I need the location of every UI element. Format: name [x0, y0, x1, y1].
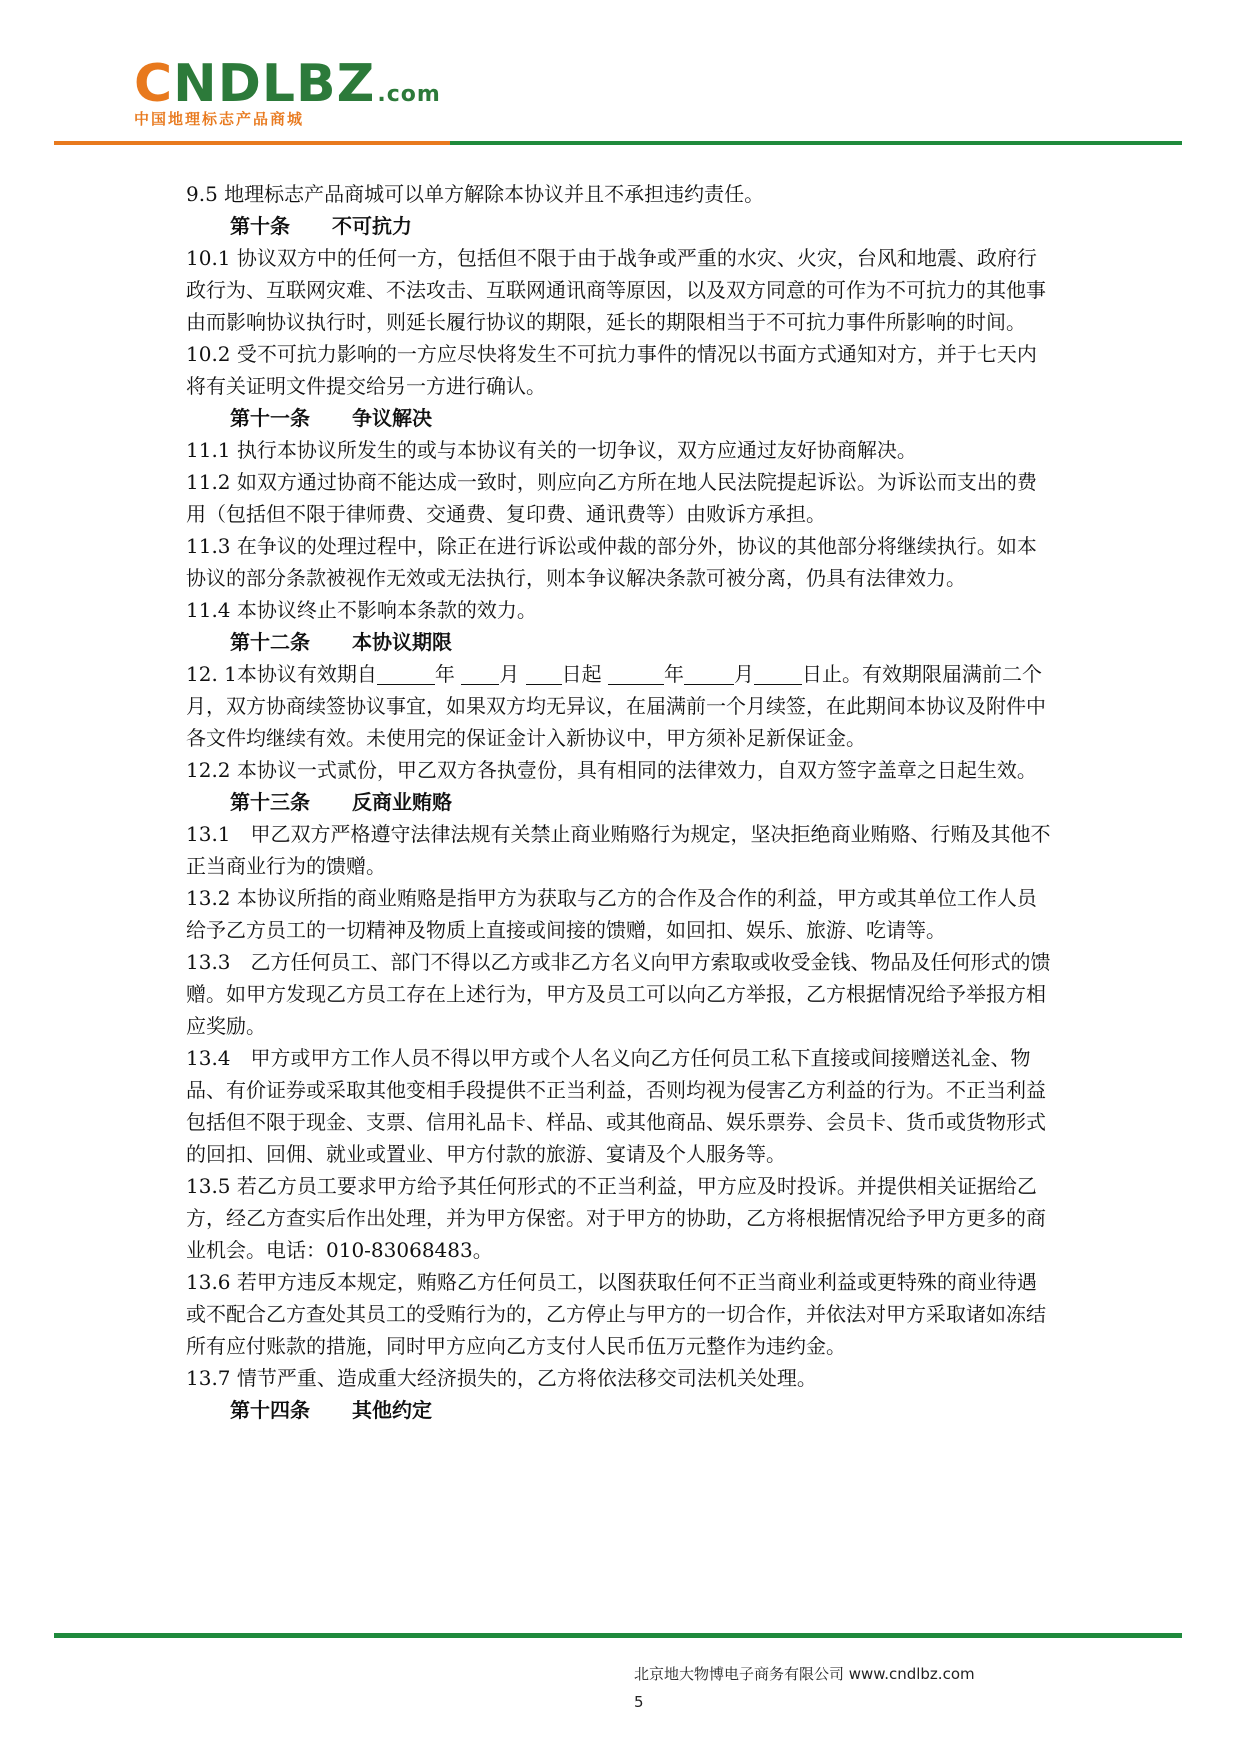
- clause-10-1: 10.1 协议双方中的任何一方，包括但不限于由于战争或严重的水灾、火灾，台风和地震、政府行政行为、互联网灾难、不法攻击、互联网通讯商等原因，以及双方同意的可作为不可抗力的其他事由而影响协议执行时，则延长履行协议的期限，延长的期限相当于不可抗力事件所影响的时间。: [186, 246, 1046, 334]
- clause-9-5: 9.5 地理标志产品商城可以单方解除本协议并且不承担违约责任。: [186, 182, 765, 206]
- clause-13-5: 13.5 若乙方员工要求甲方给予其任何形式的不正当利益，甲方应及时投诉。并提供相关证据给乙方，经乙方查实后作出处理，并为甲方保密。对于甲方的协助，乙方将根据情况给予甲方更多的商业机会。电话：010-83068483。: [186, 1174, 1046, 1262]
- page-number: 5: [634, 1693, 644, 1711]
- blank-day-start[interactable]: [526, 662, 562, 685]
- article-12-heading: 第十二条 本协议期限: [230, 630, 452, 654]
- header-divider-orange: [54, 141, 450, 145]
- clause-11-1: 11.1 执行本协议所发生的或与本协议有关的一切争议，双方应通过友好协商解决。: [186, 438, 917, 462]
- footer-divider: [54, 1633, 1182, 1638]
- clause-13-6: 13.6 若甲方违反本规定，贿赂乙方任何员工，以图获取任何不正当商业利益或更特殊的商业待遇或不配合乙方查处其员工的受贿行为的，乙方停止与甲方的一切合作，并依法对甲方采取诸如冻结所有应付账款的措施，同时甲方应向乙方支付人民币伍万元整作为违约金。: [186, 1270, 1046, 1358]
- blank-month-end[interactable]: [684, 662, 734, 685]
- clause-10-2: 10.2 受不可抗力影响的一方应尽快将发生不可抗力事件的情况以书面方式通知对方，并于七天内将有关证明文件提交给另一方进行确认。: [186, 342, 1037, 398]
- site-logo: [134, 54, 441, 130]
- clause-13-1: 13.1 甲乙双方严格遵守法律法规有关禁止商业贿赂行为规定，坚决拒绝商业贿赂、行贿及其他不正当商业行为的馈赠。: [186, 822, 1051, 878]
- article-14-heading: 第十四条 其他约定: [230, 1398, 432, 1422]
- article-11-heading: 第十一条 争议解决: [230, 406, 432, 430]
- logo-wordmark: CNDLBZ.com: [134, 54, 441, 114]
- blank-day-end[interactable]: [754, 662, 802, 685]
- clause-11-2: 11.2 如双方通过协商不能达成一致时，则应向乙方所在地人民法院提起诉讼。为诉讼而支出的费用（包括但不限于律师费、交通费、复印费、通讯费等）由败诉方承担。: [186, 470, 1037, 526]
- header-divider: [54, 141, 1182, 145]
- footer-company: 北京地大物博电子商务有限公司 www.cndlbz.com: [634, 1665, 975, 1683]
- article-13-heading: 第十三条 反商业贿赂: [230, 790, 452, 814]
- clause-13-3: 13.3 乙方任何员工、部门不得以乙方或非乙方名义向甲方索取或收受金钱、物品及任何形式的馈赠。如甲方发现乙方员工存在上述行为，甲方及员工可以向乙方举报，乙方根据情况给予举报方相应奖励。: [186, 950, 1051, 1038]
- clause-11-4: 11.4 本协议终止不影响本条款的效力。: [186, 598, 537, 622]
- logo-subtitle: 中国地理标志产品商城: [134, 110, 305, 128]
- clause-12-2: 12.2 本协议一式贰份，甲乙双方各执壹份，具有相同的法律效力，自双方签字盖章之日起生效。: [186, 758, 1037, 782]
- blank-year-end[interactable]: [608, 662, 664, 685]
- clause-11-3: 11.3 在争议的处理过程中，除正在进行诉讼或仲裁的部分外，协议的其他部分将继续执行。如本协议的部分条款被视作无效或无法执行，则本争议解决条款可被分离，仍具有法律效力。: [186, 534, 1037, 590]
- clause-13-4: 13.4 甲方或甲方工作人员不得以甲方或个人名义向乙方任何员工私下直接或间接赠送礼金、物品、有价证券或采取其他变相手段提供不正当利益，否则均视为侵害乙方利益的行为。不正当利益包括但不限于现金、支票、信用礼品卡、样品、或其他商品、娱乐票券、会员卡、货币或货物形式的回扣、回佣、就业或置业、甲方付款的旅游、宴请及个人服务等。: [186, 1046, 1046, 1166]
- clause-13-7: 13.7 情节严重、造成重大经济损失的，乙方将依法移交司法机关处理。: [186, 1366, 817, 1390]
- blank-year-start[interactable]: [377, 662, 435, 685]
- clause-13-2: 13.2 本协议所指的商业贿赂是指甲方为获取与乙方的合作及合作的利益，甲方或其单位工作人员给予乙方员工的一切精神及物质上直接或间接的馈赠，如回扣、娱乐、旅游、吃请等。: [186, 886, 1037, 942]
- blank-month-start[interactable]: [461, 662, 499, 685]
- article-10-heading: 第十条 不可抗力: [230, 214, 412, 238]
- clause-12-1: 12. 1本协议有效期自 年 月 日起 年 月 日止。有效期限届满前二个月，双方协商续签协议事宜，如果双方均无异议，在届满前一个月续签，在此期间本协议及附件中各文件均继续有效。未使用完的保证金计入新协议中，甲方须补足新保证金。: [186, 662, 1046, 750]
- header-divider-green: [450, 141, 1182, 145]
- document-body: [186, 178, 1056, 1426]
